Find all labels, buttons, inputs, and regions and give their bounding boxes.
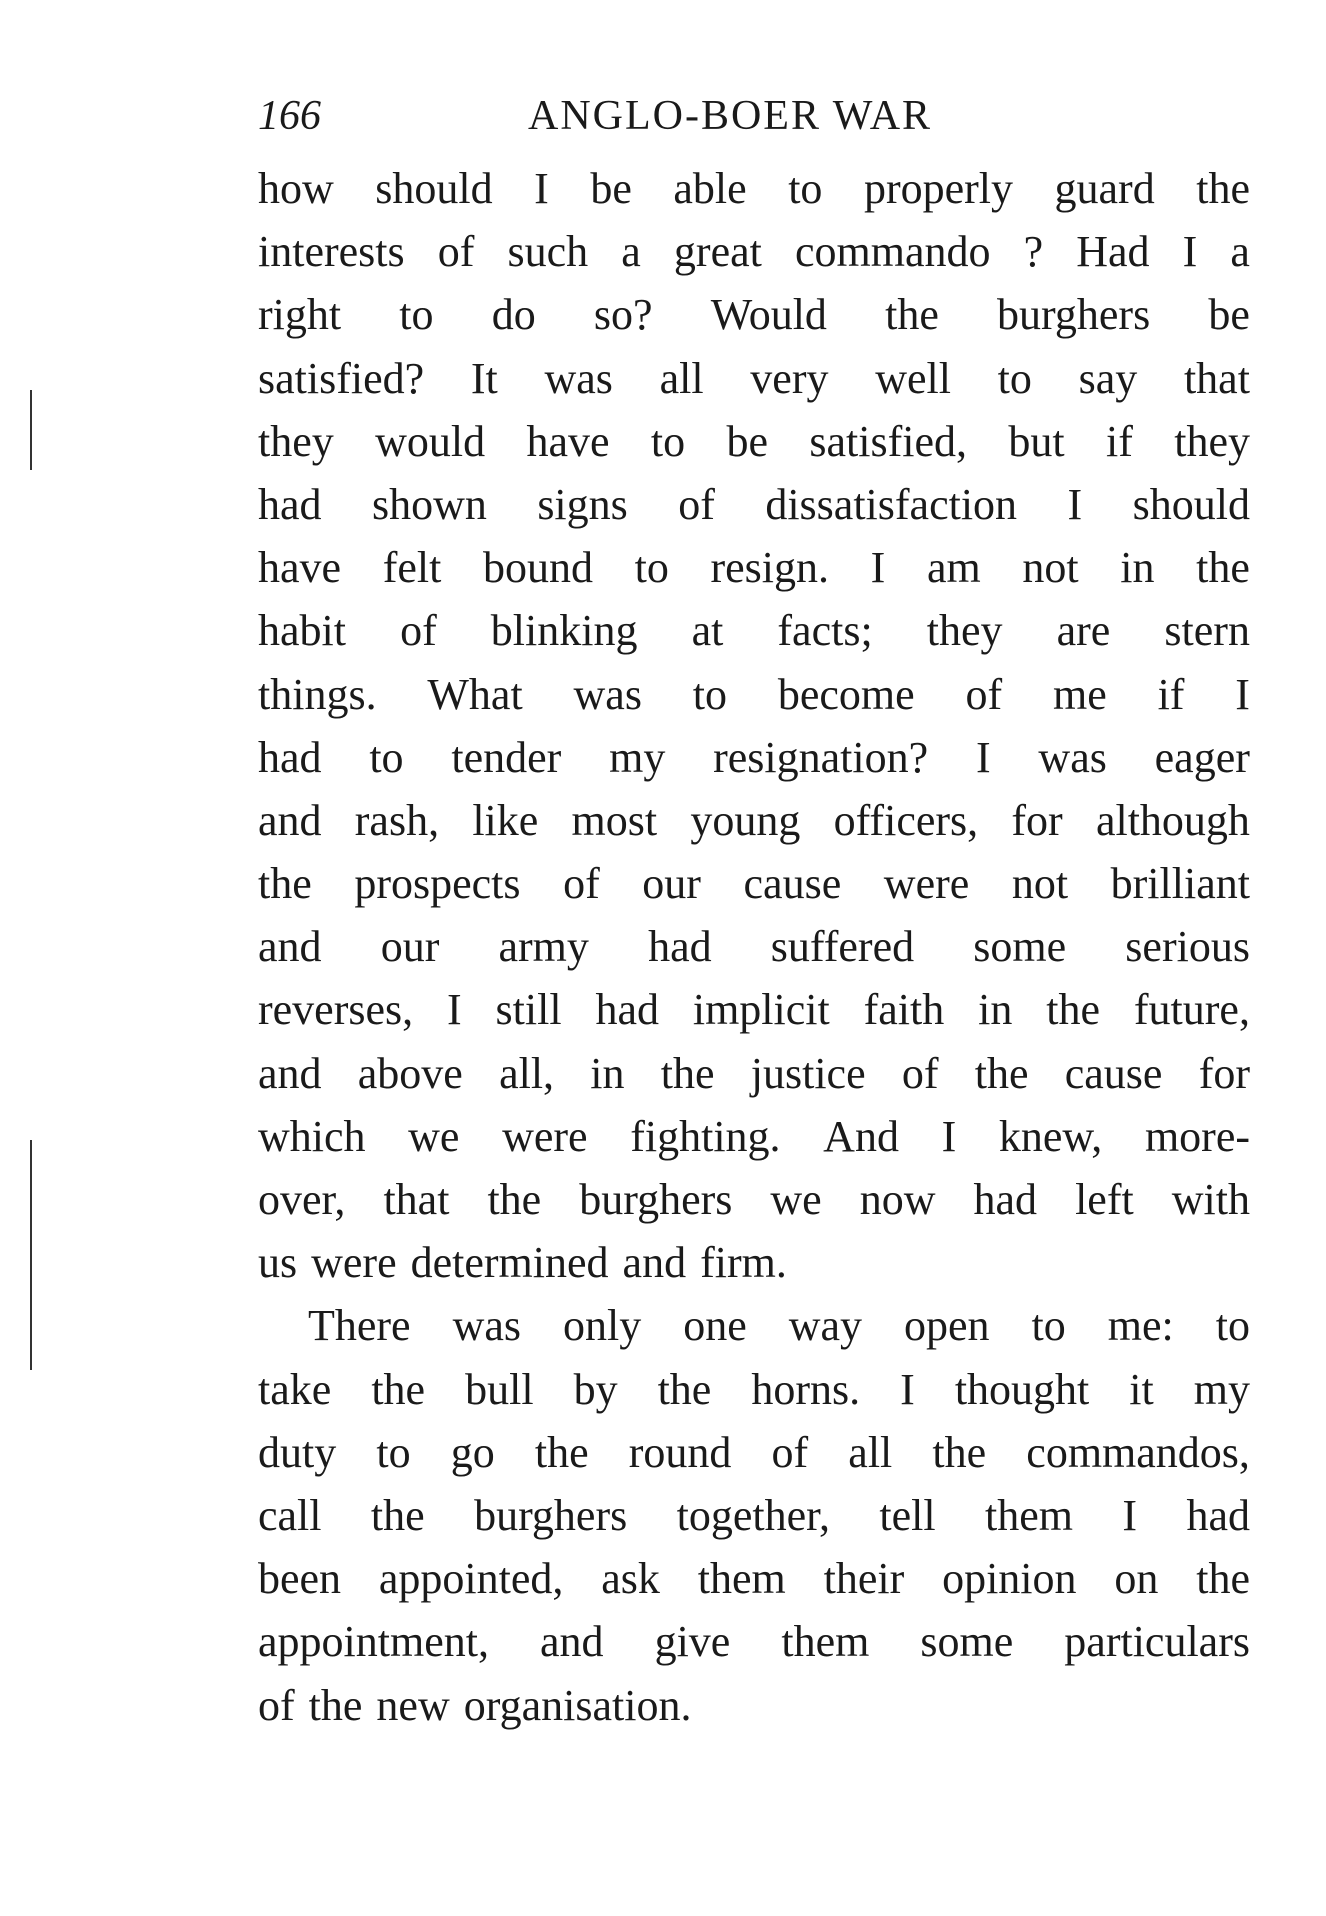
text-line: us were determined and firm. xyxy=(258,1238,787,1288)
text-line: right to do so? Would the burghers be xyxy=(258,290,1250,340)
text-line: they would have to be satisfied, but if they xyxy=(258,416,1250,466)
text-line: satisfied? It was all very well to say that xyxy=(258,353,1250,403)
running-title: ANGLO-BOER WAR xyxy=(528,93,933,139)
text-line: and our army had suffered some serious xyxy=(258,922,1250,972)
text-line: interests of such a great commando ? Had I a xyxy=(258,227,1250,277)
text-line: appointment, and give them some particulars xyxy=(258,1617,1250,1667)
page-header xyxy=(258,86,998,146)
paragraph xyxy=(258,157,1250,1294)
text-line: habit of blinking at facts; they are stern xyxy=(258,606,1250,656)
text-line: things. What was to become of me if I xyxy=(258,669,1250,719)
text-line: been appointed, ask them their opinion on the xyxy=(258,1554,1250,1604)
text-line: reverses, I still had implicit faith in the future, xyxy=(258,985,1250,1035)
body-text xyxy=(258,157,1250,1737)
text-line: the prospects of our cause were not brilliant xyxy=(258,859,1250,909)
page-number: 166 xyxy=(258,93,321,139)
text-line: There was only one way open to me: to xyxy=(308,1301,1250,1351)
text-line: how should I be able to properly guard the xyxy=(258,164,1250,213)
text-line: call the burghers together, tell them I had xyxy=(258,1490,1250,1540)
text-line: have felt bound to resign. I am not in the xyxy=(258,543,1250,593)
text-line: of the new organisation. xyxy=(258,1680,692,1730)
paragraph xyxy=(258,1294,1250,1736)
scan-margin-mark xyxy=(30,1140,32,1370)
text-line: which we were fighting. And I knew, more- xyxy=(258,1111,1250,1161)
text-line: duty to go the round of all the commandos, xyxy=(258,1427,1250,1477)
text-line: had to tender my resignation? I was eager xyxy=(258,732,1250,782)
text-line: over, that the burghers we now had left with xyxy=(258,1175,1250,1224)
scan-margin-mark xyxy=(30,390,32,470)
text-line: had shown signs of dissatisfaction I should xyxy=(258,479,1250,529)
text-line: take the bull by the horns. I thought it my xyxy=(258,1364,1250,1414)
text-line: and rash, like most young officers, for although xyxy=(258,795,1250,845)
text-line: and above all, in the justice of the cause for xyxy=(258,1048,1250,1098)
